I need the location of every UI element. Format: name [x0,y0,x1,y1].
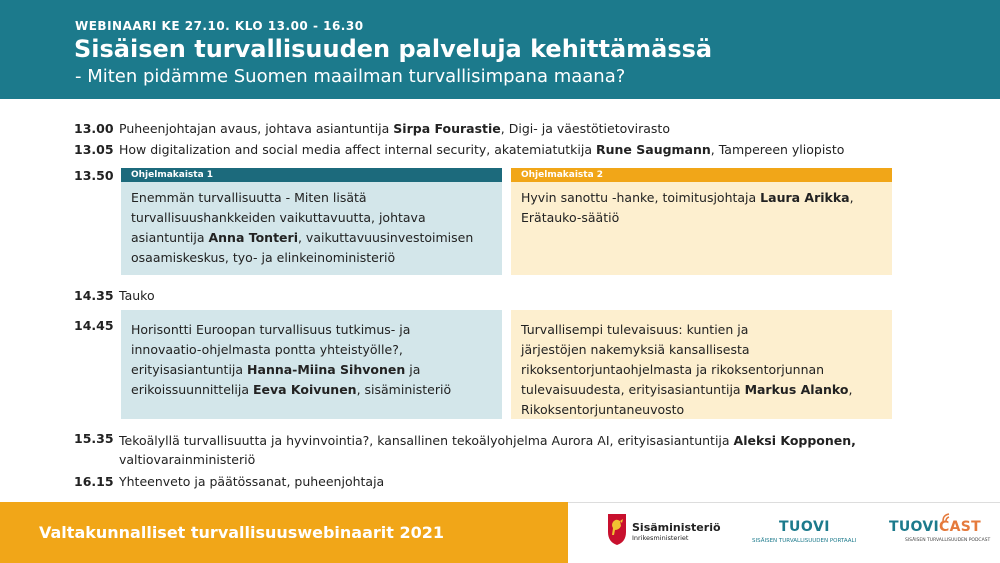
logo-subname: SISÄISEN TURVALLISUUDEN PORTAALI [752,538,857,544]
schedule-time: 14.35 [74,288,114,303]
schedule-text: Tauko [119,288,155,303]
logo-name: TUOVI [779,519,830,535]
header-banner [0,0,1000,99]
logo-subname: Inrikesministeriet [632,534,689,542]
schedule-text: Yhteenveto ja päätössanat, puheenjohtaja [119,474,385,489]
logo-subname: SISÄISEN TURVALLISUUDEN PODCAST [905,538,991,543]
webinar-date: WEBINAARI KE 27.10. KLO 13.00 - 16.30 [75,19,364,33]
track-label: Ohjelmakaista 1 [121,168,502,182]
page-subtitle: - Miten pidämme Suomen maailman turvallisimpana maana? [75,66,626,87]
schedule-time: 13.00 [74,121,114,136]
track-1-session-1 [121,168,502,275]
track-label: Ohjelmakaista 2 [511,168,892,182]
session-text: Turvallisempi tulevaisuus: kuntien ja järjestöjen nakemyksiä kansallisesta rikoksentorjuntaohjelmasta ja rikoksentorjunnan tulevaisuudesta, erityisasiantuntija Markus Alanko, Rikoksentorjuntaneuvosto [511,310,892,419]
speaker-name: Laura Arikka [760,190,850,205]
track-2-session-2 [511,310,892,419]
schedule-time: 13.50 [74,168,114,183]
schedule-text: How digitalization and social media affect internal security, akatemiatutkija Rune Saugmann, Tampereen yliopisto [119,142,845,157]
speaker-name: Aleksi Kopponen, [733,433,856,448]
session-text: Horisontti Euroopan turvallisuus tutkimus- ja innovaatio-ohjelmasta pontta yhteistyölle?, erityisasiantuntija Hanna-Miina Sihvonen ja erikoissuunnittelija Eeva Koivunen, sisäministeriö [121,310,502,419]
footer-title: Valtakunnalliset turvallisuuswebinaarit 2021 [39,523,445,542]
lion-coat-of-arms-icon [607,512,627,546]
schedule-time: 13.05 [74,142,114,157]
speaker-name: Markus Alanko [744,382,849,397]
speaker-name: Sirpa Fourastie [393,121,501,136]
schedule-text: Tekoälyllä turvallisuutta ja hyvinvointia?, kansallinen tekoälyohjelma Aurora AI, erityisasiantuntija Aleksi Kopponen, valtiovarainministeriö [119,433,856,467]
speaker-name: Rune Saugmann [596,142,711,157]
podcast-signal-icon [941,512,953,522]
schedule-time: 16.15 [74,474,114,489]
session-text: Enemmän turvallisuutta - Miten lisätä turvallisuushankkeiden vaikuttavuutta, johtava asiantuntija Anna Tonteri, vaikuttavuusinvestoimisen osaamiskeskus, tyo- ja elinkeinoministeriö [121,182,502,275]
track-1-session-2 [121,310,502,419]
logo-name: Sisäministeriö [632,521,721,534]
footer-divider [568,502,1000,503]
speaker-name: Eeva Koivunen [252,382,357,397]
sisaministerio-logo [607,512,721,550]
track-2-session-1 [511,168,892,275]
logo-name: TUOVICAST [889,519,981,535]
session-text: Hyvin sanottu -hanke, toimitusjohtaja Laura Arikka, Erätauko-säätiö [511,182,892,275]
page-title: Sisäisen turvallisuuden palveluja kehittämässä [74,35,713,63]
schedule-text: Puheenjohtajan avaus, johtava asiantuntija Sirpa Fourastie, Digi- ja väestötietovirasto [119,121,670,136]
schedule-time: 14.45 [74,318,114,333]
footer-banner [0,502,568,563]
schedule-time: 15.35 [74,431,114,446]
speaker-name: Anna Tonteri [208,230,298,245]
speaker-name: Hanna-Miina Sihvonen [247,362,406,377]
